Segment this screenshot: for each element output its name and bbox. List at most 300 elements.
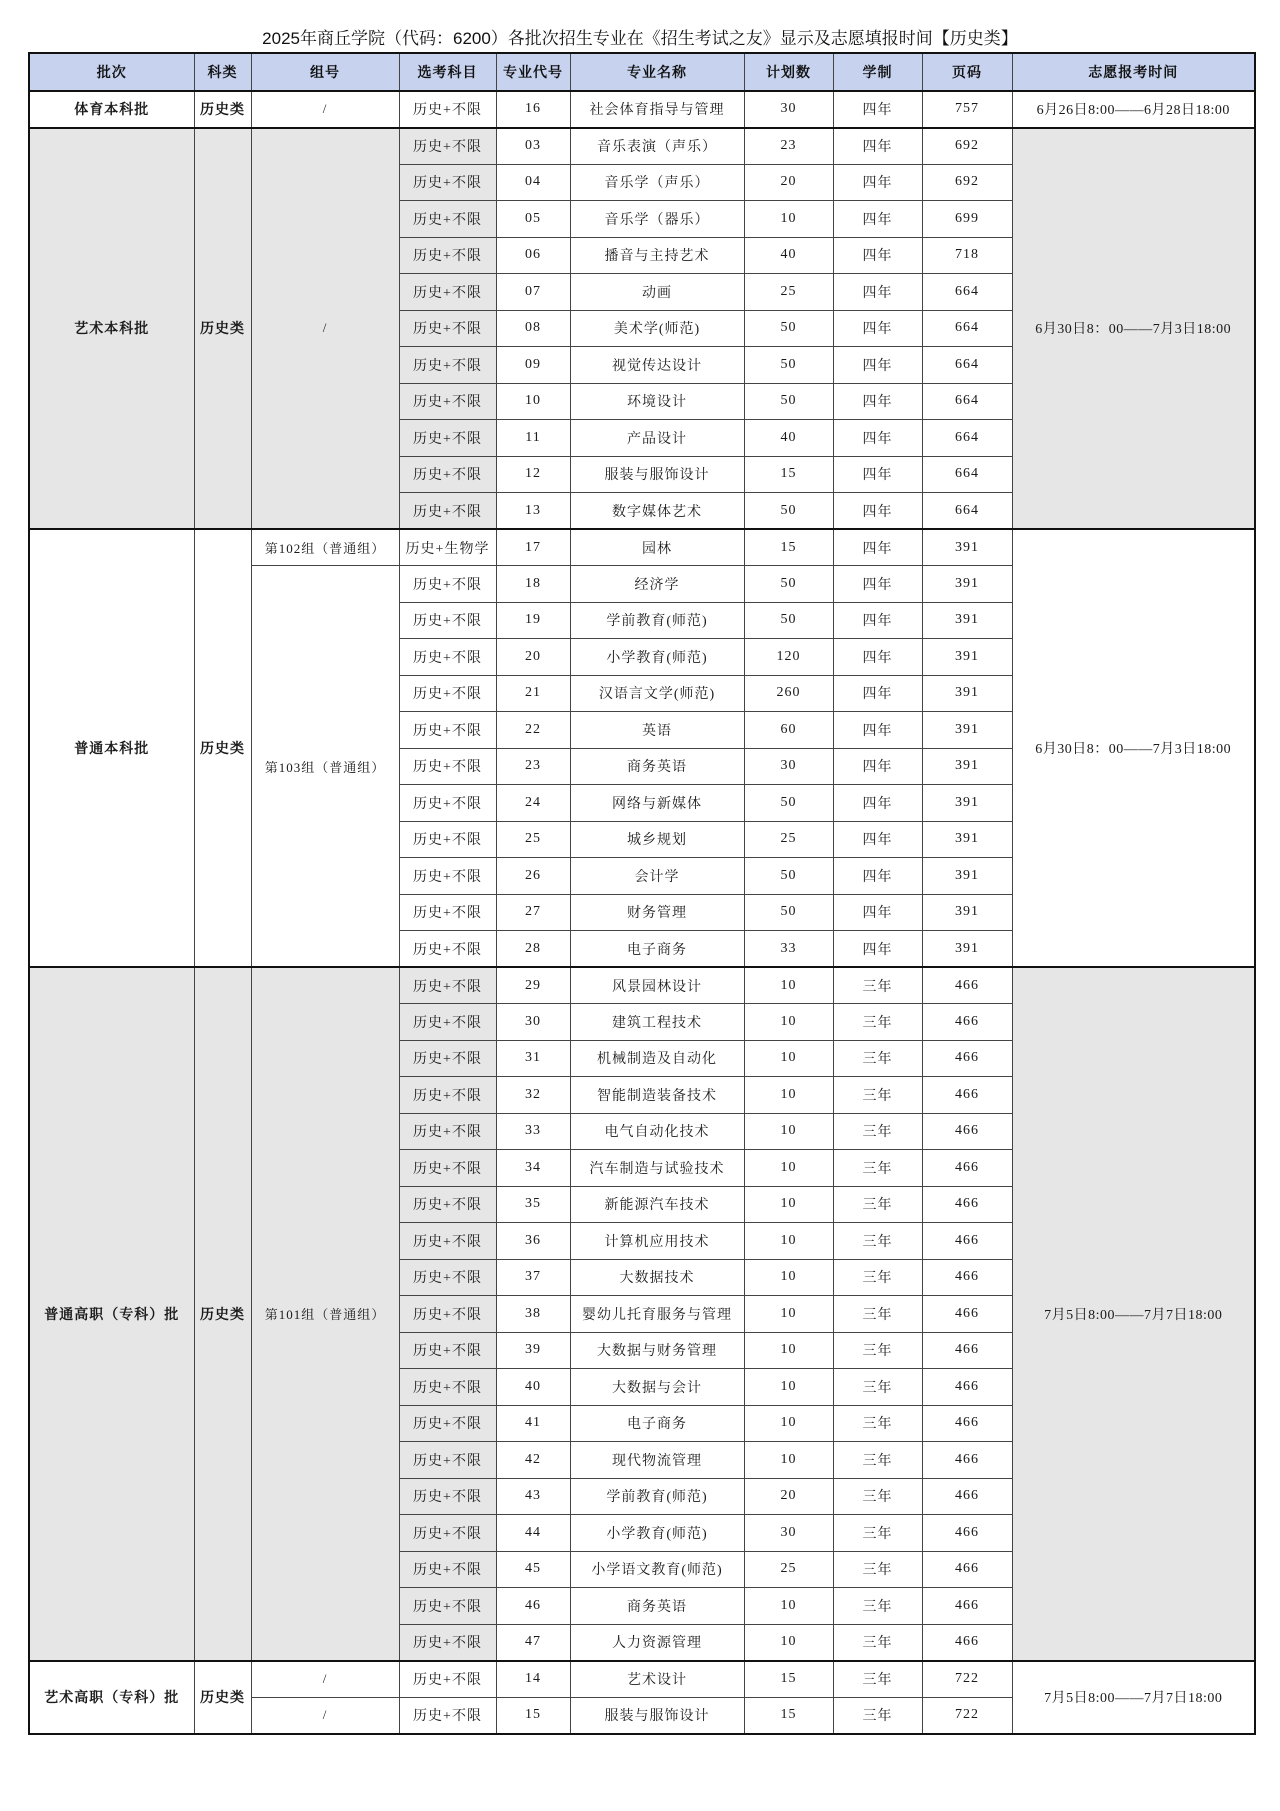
subject-cell: 历史+不限 [399, 1624, 496, 1661]
table-row [29, 1661, 1255, 1698]
major-code-cell: 30 [496, 1004, 570, 1041]
page-number-cell: 391 [922, 566, 1012, 603]
header-row [29, 53, 1255, 91]
plan-count-cell: 10 [744, 1004, 833, 1041]
major-name-cell: 大数据技术 [570, 1259, 744, 1296]
header-subject: 选考科目 [399, 53, 496, 91]
page-number-cell: 664 [922, 274, 1012, 311]
group-cell: 第103组（普通组） [251, 566, 399, 968]
duration-cell: 三年 [833, 1223, 922, 1260]
subject-cell: 历史+不限 [399, 748, 496, 785]
major-code-cell: 09 [496, 347, 570, 384]
plan-count-cell: 50 [744, 602, 833, 639]
major-name-cell: 电子商务 [570, 931, 744, 968]
duration-cell: 四年 [833, 164, 922, 201]
major-name-cell: 动画 [570, 274, 744, 311]
major-name-cell: 播音与主持艺术 [570, 237, 744, 274]
duration-cell: 四年 [833, 456, 922, 493]
major-code-cell: 26 [496, 858, 570, 895]
major-name-cell: 数字媒体艺术 [570, 493, 744, 530]
duration-cell: 三年 [833, 1186, 922, 1223]
page-number-cell: 466 [922, 1369, 1012, 1406]
duration-cell: 四年 [833, 237, 922, 274]
major-name-cell: 服装与服饰设计 [570, 456, 744, 493]
major-code-cell: 05 [496, 201, 570, 238]
plan-count-cell: 10 [744, 1223, 833, 1260]
plan-count-cell: 50 [744, 493, 833, 530]
major-code-cell: 35 [496, 1186, 570, 1223]
major-name-cell: 汽车制造与试验技术 [570, 1150, 744, 1187]
page-number-cell: 391 [922, 894, 1012, 931]
plan-count-cell: 40 [744, 237, 833, 274]
major-name-cell: 人力资源管理 [570, 1624, 744, 1661]
duration-cell: 三年 [833, 1113, 922, 1150]
subject-cell: 历史+不限 [399, 456, 496, 493]
major-code-cell: 08 [496, 310, 570, 347]
major-code-cell: 17 [496, 529, 570, 566]
major-name-cell: 服装与服饰设计 [570, 1697, 744, 1734]
application-time-cell: 6月30日8：00——7月3日18:00 [1012, 529, 1255, 967]
batch-cell: 体育本科批 [29, 91, 194, 128]
plan-count-cell: 10 [744, 1442, 833, 1479]
duration-cell: 四年 [833, 128, 922, 165]
subject-cell: 历史+不限 [399, 1150, 496, 1187]
major-code-cell: 20 [496, 639, 570, 676]
application-time-cell: 7月5日8:00——7月7日18:00 [1012, 967, 1255, 1661]
major-name-cell: 汉语言文学(师范) [570, 675, 744, 712]
major-code-cell: 21 [496, 675, 570, 712]
duration-cell: 三年 [833, 1478, 922, 1515]
subject-cell: 历史+不限 [399, 1588, 496, 1625]
major-name-cell: 英语 [570, 712, 744, 749]
duration-cell: 三年 [833, 1442, 922, 1479]
duration-cell: 三年 [833, 1624, 922, 1661]
category-cell: 历史类 [194, 529, 251, 967]
table-header [29, 53, 1255, 91]
page-number-cell: 466 [922, 1551, 1012, 1588]
plan-count-cell: 30 [744, 748, 833, 785]
table-body [29, 91, 1255, 1734]
subject-cell: 历史+不限 [399, 383, 496, 420]
plan-count-cell: 10 [744, 967, 833, 1004]
major-code-cell: 41 [496, 1405, 570, 1442]
page-number-cell: 466 [922, 1186, 1012, 1223]
page-number-cell: 757 [922, 91, 1012, 128]
subject-cell: 历史+不限 [399, 1515, 496, 1552]
plan-count-cell: 23 [744, 128, 833, 165]
page-number-cell: 391 [922, 675, 1012, 712]
plan-count-cell: 10 [744, 1040, 833, 1077]
major-code-cell: 11 [496, 420, 570, 457]
major-code-cell: 23 [496, 748, 570, 785]
major-name-cell: 电气自动化技术 [570, 1113, 744, 1150]
duration-cell: 四年 [833, 602, 922, 639]
page-number-cell: 391 [922, 821, 1012, 858]
category-cell: 历史类 [194, 1661, 251, 1734]
plan-count-cell: 50 [744, 383, 833, 420]
duration-cell: 三年 [833, 1004, 922, 1041]
subject-cell: 历史+不限 [399, 493, 496, 530]
major-name-cell: 小学教育(师范) [570, 639, 744, 676]
duration-cell: 三年 [833, 1588, 922, 1625]
plan-count-cell: 15 [744, 456, 833, 493]
major-name-cell: 计算机应用技术 [570, 1223, 744, 1260]
group-cell: / [251, 128, 399, 530]
category-cell: 历史类 [194, 91, 251, 128]
major-code-cell: 34 [496, 1150, 570, 1187]
subject-cell: 历史+不限 [399, 1077, 496, 1114]
subject-cell: 历史+不限 [399, 347, 496, 384]
subject-cell: 历史+不限 [399, 1661, 496, 1698]
table-row [29, 128, 1255, 165]
application-time-cell: 6月26日8:00——6月28日18:00 [1012, 91, 1255, 128]
major-name-cell: 网络与新媒体 [570, 785, 744, 822]
header-group: 组号 [251, 53, 399, 91]
subject-cell: 历史+不限 [399, 1405, 496, 1442]
major-name-cell: 美术学(师范) [570, 310, 744, 347]
major-code-cell: 46 [496, 1588, 570, 1625]
plan-count-cell: 50 [744, 858, 833, 895]
duration-cell: 三年 [833, 1296, 922, 1333]
major-code-cell: 19 [496, 602, 570, 639]
major-code-cell: 32 [496, 1077, 570, 1114]
table-row [29, 967, 1255, 1004]
page-number-cell: 466 [922, 1624, 1012, 1661]
plan-count-cell: 10 [744, 1369, 833, 1406]
plan-count-cell: 10 [744, 1332, 833, 1369]
plan-count-cell: 120 [744, 639, 833, 676]
subject-cell: 历史+不限 [399, 1478, 496, 1515]
major-code-cell: 33 [496, 1113, 570, 1150]
page-number-cell: 722 [922, 1661, 1012, 1698]
table-row [29, 529, 1255, 566]
batch-cell: 普通本科批 [29, 529, 194, 967]
header-major-code: 专业代号 [496, 53, 570, 91]
subject-cell: 历史+不限 [399, 1442, 496, 1479]
duration-cell: 四年 [833, 529, 922, 566]
major-code-cell: 22 [496, 712, 570, 749]
plan-count-cell: 40 [744, 420, 833, 457]
major-name-cell: 音乐学（器乐） [570, 201, 744, 238]
plan-count-cell: 10 [744, 1405, 833, 1442]
page-number-cell: 664 [922, 310, 1012, 347]
major-name-cell: 商务英语 [570, 1588, 744, 1625]
duration-cell: 三年 [833, 1332, 922, 1369]
plan-count-cell: 50 [744, 894, 833, 931]
major-name-cell: 学前教育(师范) [570, 602, 744, 639]
page-number-cell: 466 [922, 1077, 1012, 1114]
subject-cell: 历史+不限 [399, 967, 496, 1004]
subject-cell: 历史+不限 [399, 310, 496, 347]
major-name-cell: 环境设计 [570, 383, 744, 420]
page-number-cell: 466 [922, 1515, 1012, 1552]
subject-cell: 历史+不限 [399, 1004, 496, 1041]
duration-cell: 三年 [833, 967, 922, 1004]
header-plan-count: 计划数 [744, 53, 833, 91]
plan-count-cell: 50 [744, 785, 833, 822]
subject-cell: 历史+不限 [399, 1040, 496, 1077]
application-time-cell: 7月5日8:00——7月7日18:00 [1012, 1661, 1255, 1734]
page-number-cell: 466 [922, 967, 1012, 1004]
major-name-cell: 电子商务 [570, 1405, 744, 1442]
major-code-cell: 36 [496, 1223, 570, 1260]
subject-cell: 历史+不限 [399, 128, 496, 165]
plan-count-cell: 60 [744, 712, 833, 749]
page-number-cell: 466 [922, 1332, 1012, 1369]
plan-count-cell: 10 [744, 1113, 833, 1150]
major-code-cell: 25 [496, 821, 570, 858]
plan-count-cell: 30 [744, 91, 833, 128]
plan-count-cell: 10 [744, 1259, 833, 1296]
major-name-cell: 机械制造及自动化 [570, 1040, 744, 1077]
duration-cell: 三年 [833, 1369, 922, 1406]
major-code-cell: 06 [496, 237, 570, 274]
plan-count-cell: 10 [744, 1150, 833, 1187]
duration-cell: 三年 [833, 1077, 922, 1114]
major-name-cell: 音乐学（声乐） [570, 164, 744, 201]
subject-cell: 历史+不限 [399, 675, 496, 712]
major-name-cell: 小学语文教育(师范) [570, 1551, 744, 1588]
plan-count-cell: 33 [744, 931, 833, 968]
page-number-cell: 699 [922, 201, 1012, 238]
page-number-cell: 664 [922, 493, 1012, 530]
major-name-cell: 现代物流管理 [570, 1442, 744, 1479]
major-code-cell: 15 [496, 1697, 570, 1734]
duration-cell: 四年 [833, 493, 922, 530]
major-code-cell: 29 [496, 967, 570, 1004]
major-name-cell: 经济学 [570, 566, 744, 603]
major-name-cell: 建筑工程技术 [570, 1004, 744, 1041]
group-cell: 第102组（普通组） [251, 529, 399, 566]
duration-cell: 四年 [833, 420, 922, 457]
header-category: 科类 [194, 53, 251, 91]
plan-count-cell: 10 [744, 1077, 833, 1114]
duration-cell: 四年 [833, 785, 922, 822]
subject-cell: 历史+不限 [399, 91, 496, 128]
plan-count-cell: 20 [744, 1478, 833, 1515]
major-code-cell: 27 [496, 894, 570, 931]
plan-count-cell: 30 [744, 1515, 833, 1552]
enrollment-table [28, 52, 1256, 1735]
duration-cell: 三年 [833, 1551, 922, 1588]
duration-cell: 四年 [833, 639, 922, 676]
page-number-cell: 466 [922, 1296, 1012, 1333]
subject-cell: 历史+生物学 [399, 529, 496, 566]
duration-cell: 三年 [833, 1405, 922, 1442]
plan-count-cell: 50 [744, 310, 833, 347]
group-cell: / [251, 1697, 399, 1734]
major-code-cell: 18 [496, 566, 570, 603]
page-number-cell: 466 [922, 1259, 1012, 1296]
page-number-cell: 391 [922, 639, 1012, 676]
major-code-cell: 37 [496, 1259, 570, 1296]
duration-cell: 四年 [833, 858, 922, 895]
subject-cell: 历史+不限 [399, 1551, 496, 1588]
major-name-cell: 小学教育(师范) [570, 1515, 744, 1552]
major-name-cell: 大数据与会计 [570, 1369, 744, 1406]
major-code-cell: 10 [496, 383, 570, 420]
page-number-cell: 466 [922, 1405, 1012, 1442]
duration-cell: 四年 [833, 347, 922, 384]
page-number-cell: 664 [922, 456, 1012, 493]
batch-cell: 普通高职（专科）批 [29, 967, 194, 1661]
major-code-cell: 07 [496, 274, 570, 311]
duration-cell: 四年 [833, 91, 922, 128]
page-number-cell: 391 [922, 712, 1012, 749]
subject-cell: 历史+不限 [399, 274, 496, 311]
subject-cell: 历史+不限 [399, 420, 496, 457]
page-title: 2025年商丘学院（代码：6200）各批次招生专业在《招生考试之友》显示及志愿填报时间【历史类】 [262, 29, 1018, 48]
header-page-number: 页码 [922, 53, 1012, 91]
subject-cell: 历史+不限 [399, 237, 496, 274]
application-time-cell: 6月30日8：00——7月3日18:00 [1012, 128, 1255, 530]
header-major-name: 专业名称 [570, 53, 744, 91]
group-cell: / [251, 1661, 399, 1698]
major-code-cell: 44 [496, 1515, 570, 1552]
major-code-cell: 24 [496, 785, 570, 822]
page-number-cell: 391 [922, 785, 1012, 822]
major-code-cell: 12 [496, 456, 570, 493]
major-name-cell: 音乐表演（声乐） [570, 128, 744, 165]
page-number-cell: 692 [922, 164, 1012, 201]
major-code-cell: 03 [496, 128, 570, 165]
duration-cell: 四年 [833, 383, 922, 420]
plan-count-cell: 10 [744, 1588, 833, 1625]
subject-cell: 历史+不限 [399, 602, 496, 639]
plan-count-cell: 25 [744, 274, 833, 311]
group-cell: 第101组（普通组） [251, 967, 399, 1661]
major-name-cell: 社会体育指导与管理 [570, 91, 744, 128]
subject-cell: 历史+不限 [399, 821, 496, 858]
duration-cell: 三年 [833, 1259, 922, 1296]
page-number-cell: 391 [922, 748, 1012, 785]
major-name-cell: 大数据与财务管理 [570, 1332, 744, 1369]
plan-count-cell: 10 [744, 1624, 833, 1661]
subject-cell: 历史+不限 [399, 1259, 496, 1296]
subject-cell: 历史+不限 [399, 931, 496, 968]
category-cell: 历史类 [194, 967, 251, 1661]
header-duration: 学制 [833, 53, 922, 91]
page-number-cell: 391 [922, 529, 1012, 566]
major-code-cell: 16 [496, 91, 570, 128]
subject-cell: 历史+不限 [399, 1186, 496, 1223]
duration-cell: 三年 [833, 1515, 922, 1552]
major-code-cell: 42 [496, 1442, 570, 1479]
duration-cell: 四年 [833, 931, 922, 968]
page-number-cell: 466 [922, 1588, 1012, 1625]
plan-count-cell: 15 [744, 529, 833, 566]
page-number-cell: 466 [922, 1478, 1012, 1515]
duration-cell: 四年 [833, 748, 922, 785]
plan-count-cell: 10 [744, 1296, 833, 1333]
major-name-cell: 婴幼儿托育服务与管理 [570, 1296, 744, 1333]
page-number-cell: 466 [922, 1004, 1012, 1041]
page-number-cell: 391 [922, 602, 1012, 639]
major-name-cell: 艺术设计 [570, 1661, 744, 1698]
major-name-cell: 城乡规划 [570, 821, 744, 858]
duration-cell: 四年 [833, 310, 922, 347]
plan-count-cell: 25 [744, 1551, 833, 1588]
subject-cell: 历史+不限 [399, 785, 496, 822]
plan-count-cell: 15 [744, 1661, 833, 1698]
group-cell: / [251, 91, 399, 128]
plan-count-cell: 25 [744, 821, 833, 858]
major-name-cell: 新能源汽车技术 [570, 1186, 744, 1223]
plan-count-cell: 10 [744, 1186, 833, 1223]
page-number-cell: 664 [922, 420, 1012, 457]
subject-cell: 历史+不限 [399, 639, 496, 676]
major-name-cell: 园林 [570, 529, 744, 566]
plan-count-cell: 50 [744, 347, 833, 384]
major-code-cell: 14 [496, 1661, 570, 1698]
major-name-cell: 商务英语 [570, 748, 744, 785]
major-code-cell: 45 [496, 1551, 570, 1588]
subject-cell: 历史+不限 [399, 566, 496, 603]
major-name-cell: 财务管理 [570, 894, 744, 931]
page-number-cell: 692 [922, 128, 1012, 165]
duration-cell: 四年 [833, 274, 922, 311]
batch-cell: 艺术本科批 [29, 128, 194, 530]
batch-cell: 艺术高职（专科）批 [29, 1661, 194, 1734]
subject-cell: 历史+不限 [399, 1296, 496, 1333]
subject-cell: 历史+不限 [399, 894, 496, 931]
category-cell: 历史类 [194, 128, 251, 530]
major-name-cell: 学前教育(师范) [570, 1478, 744, 1515]
plan-count-cell: 20 [744, 164, 833, 201]
plan-count-cell: 10 [744, 201, 833, 238]
major-code-cell: 39 [496, 1332, 570, 1369]
page-number-cell: 466 [922, 1150, 1012, 1187]
major-code-cell: 47 [496, 1624, 570, 1661]
major-code-cell: 13 [496, 493, 570, 530]
page-number-cell: 391 [922, 858, 1012, 895]
plan-count-cell: 50 [744, 566, 833, 603]
subject-cell: 历史+不限 [399, 712, 496, 749]
subject-cell: 历史+不限 [399, 1697, 496, 1734]
duration-cell: 四年 [833, 712, 922, 749]
page-number-cell: 466 [922, 1442, 1012, 1479]
duration-cell: 四年 [833, 821, 922, 858]
duration-cell: 三年 [833, 1040, 922, 1077]
subject-cell: 历史+不限 [399, 201, 496, 238]
table-row [29, 91, 1255, 128]
subject-cell: 历史+不限 [399, 164, 496, 201]
major-name-cell: 会计学 [570, 858, 744, 895]
page-number-cell: 466 [922, 1040, 1012, 1077]
duration-cell: 四年 [833, 675, 922, 712]
major-code-cell: 28 [496, 931, 570, 968]
major-name-cell: 产品设计 [570, 420, 744, 457]
subject-cell: 历史+不限 [399, 858, 496, 895]
major-code-cell: 43 [496, 1478, 570, 1515]
plan-count-cell: 260 [744, 675, 833, 712]
major-code-cell: 04 [496, 164, 570, 201]
major-code-cell: 31 [496, 1040, 570, 1077]
duration-cell: 三年 [833, 1697, 922, 1734]
page-number-cell: 722 [922, 1697, 1012, 1734]
header-application-time: 志愿报考时间 [1012, 53, 1255, 91]
major-name-cell: 智能制造装备技术 [570, 1077, 744, 1114]
major-code-cell: 38 [496, 1296, 570, 1333]
duration-cell: 四年 [833, 566, 922, 603]
page-number-cell: 718 [922, 237, 1012, 274]
page-number-cell: 391 [922, 931, 1012, 968]
subject-cell: 历史+不限 [399, 1332, 496, 1369]
plan-count-cell: 15 [744, 1697, 833, 1734]
page-number-cell: 466 [922, 1113, 1012, 1150]
duration-cell: 三年 [833, 1661, 922, 1698]
duration-cell: 三年 [833, 1150, 922, 1187]
